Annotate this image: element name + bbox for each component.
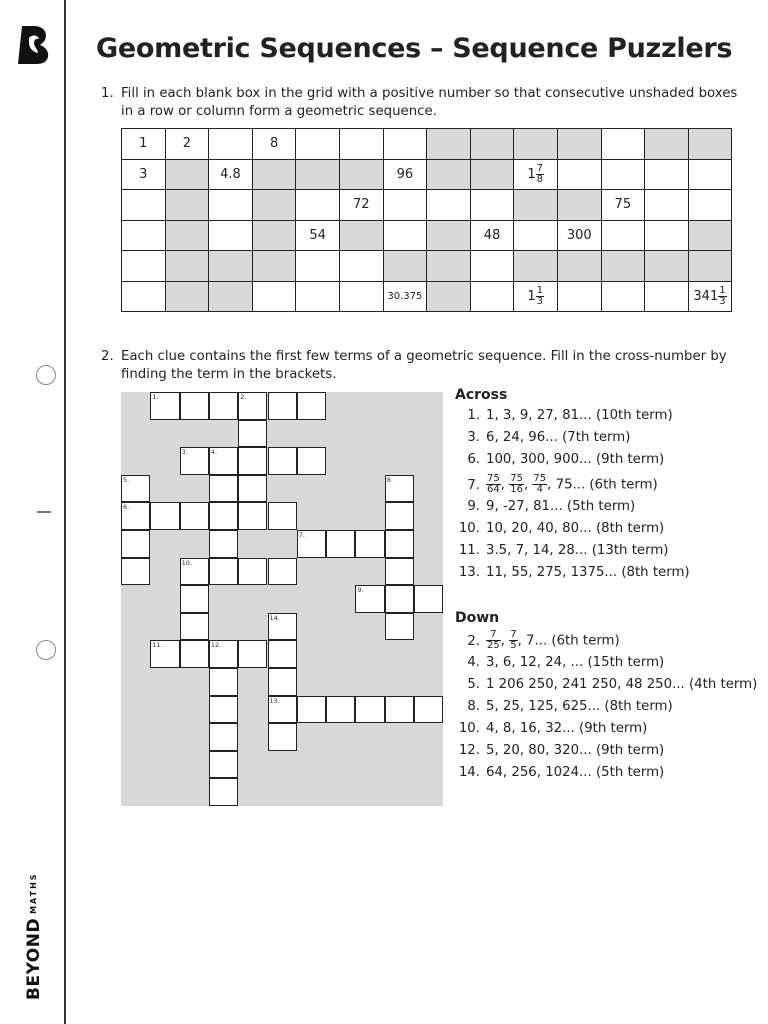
question-1: 1. Fill in each blank box in the grid with a positive number so that consecutive unshaded boxes in a row or column form a geometric sequence.	[101, 86, 738, 119]
shaded-cell	[470, 129, 514, 160]
blank-cell[interactable]	[296, 129, 340, 160]
blank-cell[interactable]	[688, 159, 732, 190]
blank-cell[interactable]	[601, 281, 645, 312]
cell-number: 3.	[181, 448, 188, 457]
crossnumber-cell[interactable]	[180, 613, 209, 641]
blank-cell[interactable]	[601, 129, 645, 160]
clue-number: 10.	[458, 721, 480, 736]
given-cell: 1 $\frac{1}{3}$	[514, 281, 558, 312]
blank-cell[interactable]	[296, 281, 340, 312]
crossnumber-cell[interactable]	[121, 502, 150, 530]
shaded-cell	[427, 159, 471, 190]
clue-text: 9, -27, 81... (5th term)	[486, 499, 636, 514]
blank-cell[interactable]	[122, 281, 166, 312]
cell-number: 12.	[210, 641, 222, 650]
cell-number: 11.	[152, 641, 163, 650]
shaded-cell	[688, 220, 732, 251]
clue-text: 6, 24, 96... (7th term)	[486, 430, 631, 445]
blank-cell[interactable]	[514, 220, 558, 251]
shaded-cell	[427, 251, 471, 282]
shaded-cell	[514, 251, 558, 282]
shaded-cell	[252, 251, 296, 282]
blank-cell[interactable]	[645, 220, 689, 251]
blank-cell[interactable]	[296, 251, 340, 282]
clue-item: 7. $\frac{75}{64}$ , $\frac{75}{16}$ , $\frac{75}{4}$ , 75... (6th term)	[455, 474, 658, 495]
shaded-cell	[165, 251, 209, 282]
given-cell: 96	[383, 159, 427, 190]
clue-item	[455, 430, 630, 445]
clue-item	[455, 721, 647, 736]
blank-cell[interactable]	[252, 281, 296, 312]
cell-number: 6.	[123, 503, 130, 512]
shaded-cell	[165, 220, 209, 251]
clue-text: 4, 8, 16, 32... (9th term)	[486, 721, 648, 736]
blank-cell[interactable]	[339, 281, 383, 312]
crossnumber-cell[interactable]	[209, 475, 238, 503]
blank-cell[interactable]	[645, 190, 689, 221]
crossnumber-cell[interactable]	[209, 696, 238, 724]
blank-cell[interactable]	[470, 190, 514, 221]
clue-text: 3.5, 7, 14, 28... (13th term)	[486, 543, 669, 558]
clue-number: 8.	[467, 699, 480, 714]
clue-text: 10, 20, 40, 80... (8th term)	[486, 521, 665, 536]
crossnumber-cell[interactable]	[385, 613, 414, 641]
crossnumber-cell[interactable]	[238, 447, 267, 475]
cell-number: 13.	[269, 696, 280, 705]
shaded-cell	[427, 281, 471, 312]
crossnumber-cell[interactable]	[385, 475, 414, 503]
blank-cell[interactable]	[209, 190, 253, 221]
crossnumber-cell[interactable]	[209, 530, 238, 558]
clue-fraction: $\frac{75}{16}$	[510, 473, 523, 495]
shaded-cell	[165, 159, 209, 190]
clue-number: 10.	[458, 521, 480, 536]
clue-item	[455, 655, 664, 670]
crossnumber-cell[interactable]	[268, 392, 297, 420]
clue-item	[455, 499, 635, 514]
shaded-cell	[557, 129, 601, 160]
grid-row	[122, 129, 732, 160]
clue-text: 1, 3, 9, 27, 81... (10th term)	[486, 408, 673, 423]
given-cell: 54	[296, 220, 340, 251]
crossnumber-cell[interactable]	[385, 530, 414, 558]
across-heading: Across	[455, 387, 508, 403]
shaded-cell	[645, 129, 689, 160]
clue-number: 2.	[467, 633, 480, 649]
crossnumber-cell[interactable]	[121, 558, 150, 586]
crossnumber-cell[interactable]	[414, 585, 443, 613]
crossnumber-cell[interactable]	[121, 475, 150, 503]
blank-cell[interactable]	[296, 190, 340, 221]
shaded-cell	[601, 251, 645, 282]
shaded-cell	[209, 251, 253, 282]
binder-hole-top	[36, 365, 56, 385]
crossnumber-cell[interactable]	[355, 585, 384, 613]
shaded-cell	[252, 220, 296, 251]
blank-cell[interactable]	[645, 159, 689, 190]
blank-cell[interactable]	[209, 220, 253, 251]
crossnumber-cell[interactable]	[268, 668, 297, 696]
clue-item	[455, 565, 690, 580]
crossnumber-cell[interactable]	[180, 447, 209, 475]
crossnumber-cell[interactable]	[180, 558, 209, 586]
shaded-cell	[165, 190, 209, 221]
grid-row	[122, 281, 732, 312]
crossnumber-cell[interactable]	[238, 558, 267, 586]
crossnumber-cell[interactable]	[268, 723, 297, 751]
crossnumber-cell[interactable]	[150, 502, 179, 530]
crossnumber-cell[interactable]	[385, 585, 414, 613]
crossnumber-cell[interactable]	[385, 502, 414, 530]
clue-text: 7... (6th term)	[526, 633, 620, 649]
clue-text: 11, 55, 275, 1375... (8th term)	[486, 565, 690, 580]
margin-line	[64, 0, 66, 1024]
crossnumber-cell[interactable]	[297, 392, 326, 420]
shaded-cell	[645, 251, 689, 282]
clue-number: 3.	[467, 430, 480, 445]
shaded-cell	[339, 220, 383, 251]
crossnumber-cell[interactable]	[209, 778, 238, 806]
clue-item	[455, 452, 664, 467]
shaded-cell	[427, 220, 471, 251]
blank-cell[interactable]	[339, 129, 383, 160]
blank-cell[interactable]	[383, 190, 427, 221]
crossnumber-cell[interactable]	[209, 668, 238, 696]
shaded-cell	[514, 129, 558, 160]
blank-cell[interactable]	[122, 251, 166, 282]
crossnumber-cell[interactable]	[121, 530, 150, 558]
crossnumber-cell[interactable]	[209, 751, 238, 779]
crossnumber-cell[interactable]	[209, 723, 238, 751]
brand-label: BEYONDMATHS	[24, 872, 44, 1000]
shaded-cell	[688, 129, 732, 160]
crossnumber-cell[interactable]	[268, 640, 297, 668]
shaded-cell	[209, 281, 253, 312]
clue-text: 5, 25, 125, 625... (8th term)	[486, 699, 673, 714]
shaded-cell	[514, 190, 558, 221]
cell-number: 5.	[123, 475, 130, 484]
clue-item	[455, 543, 668, 558]
crossnumber-cell[interactable]	[150, 392, 179, 420]
page-title: Geometric Sequences – Sequence Puzzlers	[96, 33, 733, 64]
clue-number: 1.	[467, 408, 480, 423]
crossnumber-cell[interactable]	[180, 585, 209, 613]
crossnumber-cell[interactable]	[385, 696, 414, 724]
crossnumber-cell[interactable]	[414, 696, 443, 724]
given-cell: 30.375	[383, 281, 427, 312]
clue-text: 3, 6, 12, 24, ... (15th term)	[486, 655, 665, 670]
blank-cell[interactable]	[470, 251, 514, 282]
crossnumber-cell[interactable]	[268, 696, 297, 724]
shaded-cell	[557, 251, 601, 282]
clue-number: 11.	[458, 543, 480, 558]
crossnumber-cell[interactable]	[238, 475, 267, 503]
grid-row	[122, 220, 732, 251]
given-cell: 48	[470, 220, 514, 251]
clue-text: 1 206 250, 241 250, 48 250... (4th term)	[486, 677, 758, 692]
crossnumber-cell[interactable]	[268, 502, 297, 530]
crossnumber-cell[interactable]	[268, 558, 297, 586]
blank-cell[interactable]	[601, 220, 645, 251]
clue-text: 5, 20, 80, 320... (9th term)	[486, 743, 665, 758]
given-cell: 341 $\frac{1}{3}$	[688, 281, 732, 312]
given-cell: 1 $\frac{7}{8}$	[514, 159, 558, 190]
shaded-cell	[252, 159, 296, 190]
clue-item	[455, 743, 664, 758]
beyond-logo	[16, 24, 50, 66]
clue-item	[455, 677, 757, 692]
blank-cell[interactable]	[427, 190, 471, 221]
blank-cell[interactable]	[601, 159, 645, 190]
clue-text: 64, 256, 1024... (5th term)	[486, 765, 665, 780]
shaded-cell	[296, 159, 340, 190]
blank-cell[interactable]	[122, 220, 166, 251]
blank-cell[interactable]	[209, 129, 253, 160]
shaded-cell	[383, 251, 427, 282]
crossnumber-cell[interactable]	[238, 640, 267, 668]
clue-number: 9.	[467, 499, 480, 514]
clue-text: 100, 300, 900... (9th term)	[486, 452, 665, 467]
crossnumber-cell[interactable]	[238, 502, 267, 530]
crossnumber-cell[interactable]	[150, 640, 179, 668]
cell-number: 10.	[181, 558, 192, 567]
crossnumber-cell[interactable]	[180, 640, 209, 668]
grid-row	[122, 190, 732, 221]
crossnumber-cell[interactable]	[355, 530, 384, 558]
binder-hole-bottom	[36, 640, 56, 660]
clue-fraction: $\frac{75}{64}$	[487, 473, 500, 495]
clue-fraction: $\frac{7}{25}$	[487, 629, 500, 651]
cell-number: 14.	[269, 613, 280, 622]
crossnumber-cell[interactable]	[297, 447, 326, 475]
given-cell: 72	[339, 190, 383, 221]
crossnumber-cell[interactable]	[209, 392, 238, 420]
given-cell: 8	[252, 129, 296, 160]
blank-cell[interactable]	[645, 281, 689, 312]
clue-number: 12.	[458, 743, 480, 758]
crossnumber-cell[interactable]	[180, 392, 209, 420]
cell-number: 4.	[210, 448, 218, 457]
given-cell: 3	[122, 159, 166, 190]
blank-cell[interactable]	[470, 281, 514, 312]
crossnumber-cell[interactable]	[209, 558, 238, 586]
cell-number: 8.	[386, 475, 393, 484]
crossnumber-cell[interactable]	[209, 447, 238, 475]
crossnumber-cell[interactable]	[268, 447, 297, 475]
clue-number: 6.	[467, 452, 480, 467]
clue-item	[455, 408, 673, 423]
clue-item	[455, 765, 664, 780]
clue-item	[455, 521, 664, 536]
shaded-cell	[339, 159, 383, 190]
crossnumber-cell[interactable]	[238, 420, 267, 448]
crossnumber-cell[interactable]	[326, 696, 355, 724]
clue-fraction: $\frac{7}{5}$	[510, 629, 517, 651]
clue-number: 7.	[467, 477, 480, 493]
crossnumber-cell[interactable]	[297, 696, 326, 724]
given-cell: 2	[165, 129, 209, 160]
cell-number: 1.	[152, 393, 159, 401]
cell-number: 9.	[357, 586, 364, 595]
down-heading: Down	[455, 610, 500, 626]
grid-row	[122, 159, 732, 190]
crossnumber-cell[interactable]	[385, 558, 414, 586]
blank-cell[interactable]	[557, 281, 601, 312]
clue-number: 13.	[458, 565, 480, 580]
given-cell: 1	[122, 129, 166, 160]
shaded-cell	[470, 159, 514, 190]
crossnumber-cell[interactable]	[355, 696, 384, 724]
crossnumber-cell[interactable]	[297, 530, 326, 558]
clue-number: 5.	[467, 677, 480, 692]
given-cell: 4.8	[209, 159, 253, 190]
shaded-cell	[427, 129, 471, 160]
shaded-cell	[165, 281, 209, 312]
blank-cell[interactable]	[688, 190, 732, 221]
clue-fraction: $\frac{75}{4}$	[533, 473, 547, 495]
crossnumber-cell[interactable]	[326, 530, 355, 558]
crossnumber-cell[interactable]	[268, 613, 297, 641]
blank-cell[interactable]	[339, 251, 383, 282]
shaded-cell	[557, 190, 601, 221]
grid-row	[122, 251, 732, 282]
crossnumber-cell[interactable]	[209, 502, 238, 530]
blank-cell[interactable]	[383, 129, 427, 160]
clue-text: 75... (6th term)	[555, 477, 658, 493]
blank-cell[interactable]	[557, 159, 601, 190]
cell-number: 2.	[240, 393, 247, 401]
question-2: 2. Each clue contains the first few terms of a geometric sequence. Fill in the cross-number by finding the term in the brackets.	[101, 349, 727, 382]
crossnumber-cell[interactable]	[209, 640, 238, 668]
geometric-grid	[121, 128, 732, 312]
given-cell: 75	[601, 190, 645, 221]
given-cell: 300	[557, 220, 601, 251]
crossnumber-cell[interactable]	[238, 392, 267, 420]
clue-item: 2. $\frac{7}{25}$ , $\frac{7}{5}$ , 7... (6th term)	[455, 630, 620, 651]
blank-cell[interactable]	[122, 190, 166, 221]
cell-number: 7.	[298, 531, 305, 539]
crossnumber-cell[interactable]	[180, 502, 209, 530]
shaded-cell	[688, 251, 732, 282]
fold-mark	[37, 511, 51, 513]
clue-number: 4.	[467, 655, 480, 670]
clue-number: 14.	[458, 765, 480, 780]
shaded-cell	[252, 190, 296, 221]
blank-cell[interactable]	[383, 220, 427, 251]
clue-item	[455, 699, 673, 714]
